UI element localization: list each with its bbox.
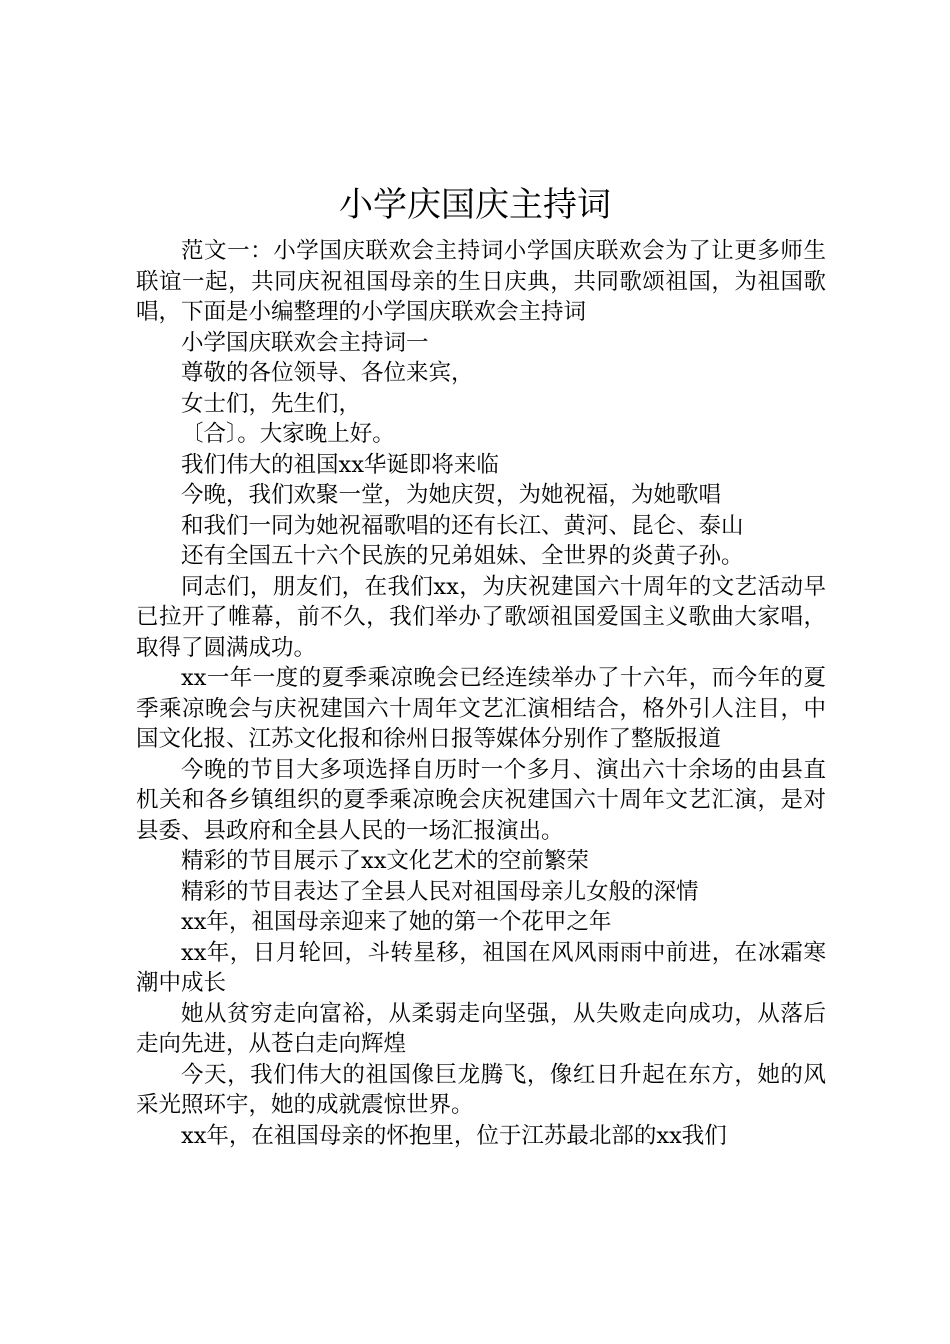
paragraph: 范文一：小学国庆联欢会主持词小学国庆联欢会为了让更多师生联谊一起，共同庆祝祖国母亲的生日庆典，共同歌颂祖国，为祖国歌唱，下面是小编整理的小学国庆联欢会主持词 [136, 238, 826, 325]
paragraph: 精彩的节目展示了xx文化艺术的空前繁荣 [181, 848, 589, 874]
paragraph: 尊敬的各位领导、各位来宾， [181, 360, 474, 386]
paragraph: 〔合〕。大家晚上好。 [181, 421, 395, 447]
paragraph: 和我们一同为她祝福歌唱的还有长江、黄河、昆仑、泰山 [181, 512, 744, 539]
document-title: 小学庆国庆主持词 [339, 185, 611, 225]
paragraph: 还有全国五十六个民族的兄弟姐妹、全世界的炎黄子孙。 [181, 543, 744, 569]
paragraph: 我们伟大的祖国xx华诞即将来临 [181, 451, 499, 478]
paragraph: 她从贫穷走向富裕，从柔弱走向坚强，从失败走向成功，从落后走向先进，从苍白走向辉煌 [136, 1000, 826, 1057]
paragraph: xx一年一度的夏季乘凉晚会已经连续举办了十六年，而今年的夏季乘凉晚会与庆祝建国六十周年文艺汇演相结合，格外引人注目，中国文化报、江苏文化报和徐州日报等媒体分别作了整版报道 [136, 665, 826, 752]
paragraph: xx年，祖国母亲迎来了她的第一个花甲之年 [181, 909, 612, 935]
paragraph: xx年，日月轮回，斗转星移，祖国在风风雨雨中前进，在冰霜寒潮中成长 [136, 939, 826, 996]
paragraph: 同志们，朋友们，在我们xx，为庆祝建国六十周年的文艺活动早已拉开了帷幕，前不久，我们举办了歌颂祖国爱国主义歌曲大家唱，取得了圆满成功。 [136, 573, 826, 661]
paragraph: 小学国庆联欢会主持词一 [181, 329, 429, 356]
paragraph: 精彩的节目表达了全县人民对祖国母亲儿女般的深情 [181, 878, 699, 905]
document-body [136, 236, 826, 1151]
paragraph: xx年，在祖国母亲的怀抱里，位于江苏最北部的xx我们 [181, 1122, 727, 1149]
paragraph: 女士们，先生们， [181, 390, 362, 417]
paragraph: 今天，我们伟大的祖国像巨龙腾飞，像红日升起在东方，她的风采光照环宇，她的成就震惊世界。 [136, 1061, 826, 1118]
paragraph: 今晚的节目大多项选择自历时一个多月、演出六十余场的由县直机关和各乡镇组织的夏季乘凉晚会庆祝建国六十周年文艺汇演，是对县委、县政府和全县人民的一场汇报演出。 [136, 756, 826, 844]
paragraph: 今晚，我们欢聚一堂，为她庆贺，为她祝福，为她歌唱 [181, 482, 722, 508]
